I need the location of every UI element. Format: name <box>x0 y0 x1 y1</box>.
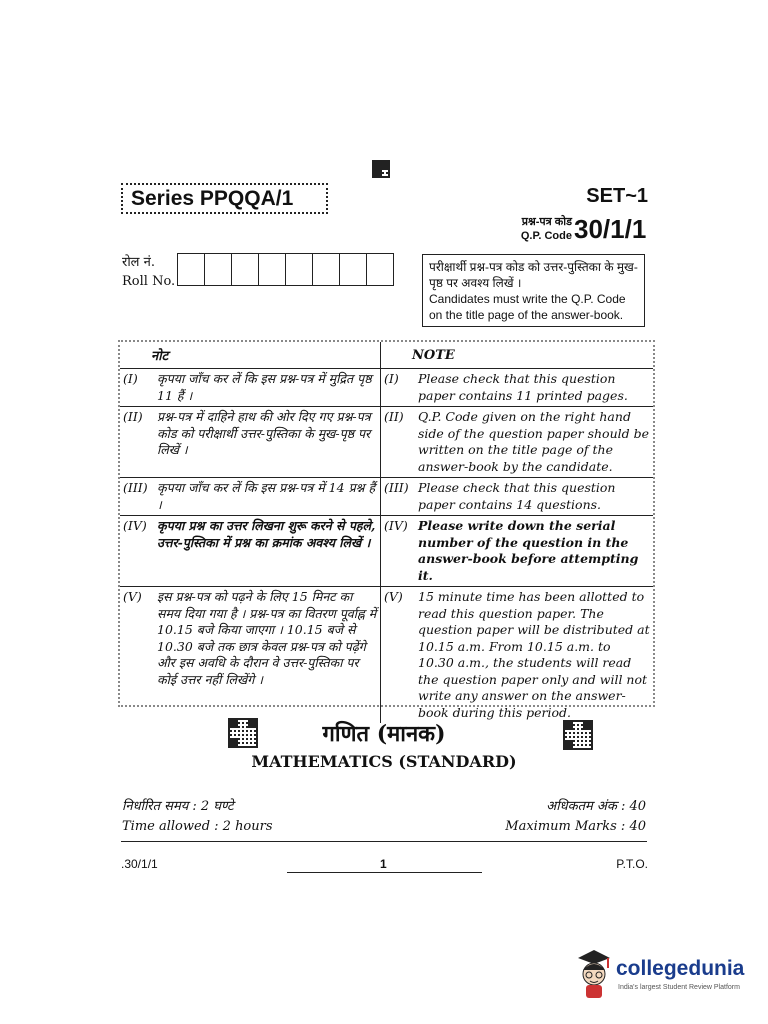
notes-heading-en-text: NOTE <box>412 347 455 363</box>
notes-heading-hi-text: नोट <box>151 349 169 364</box>
top-qr-code <box>372 160 390 178</box>
time-allowed-hi: निर्धारित समय : 2 घण्टे <box>122 799 234 814</box>
qp-code-label <box>500 215 572 243</box>
roll-box <box>231 253 259 286</box>
note-num-hi: (III) <box>120 478 154 516</box>
notes-panel <box>118 340 655 720</box>
max-marks-en: Maximum Marks : 40 <box>505 819 646 834</box>
roll-label-hi: रोल नं. <box>122 255 155 270</box>
notes-table <box>120 342 653 723</box>
series-label: Series PPQQA/1 <box>121 183 328 214</box>
note-num-hi: (IV) <box>120 516 154 587</box>
note-num-en: (IV) <box>381 516 416 587</box>
note-text-en: Please check that this question paper contains 14 questions. <box>415 478 653 516</box>
candidate-instruction-box <box>422 254 645 327</box>
page-number: 1 <box>380 857 387 871</box>
collegedunia-logo <box>572 944 762 1004</box>
note-text-en: 15 minute time has been allotted to read this question paper. The question paper will be distributed at 10.15 a.m. From 10.15 a.m. to 10.30 a.m., the students will read the question paper only and will not write any answer on the answer-book during this period. <box>418 589 650 720</box>
qp-code-label-hi: प्रश्न-पत्र कोड <box>521 216 572 228</box>
note-text-hi: इस प्रश्न-पत्र को पढ़ने के लिए 15 मिनट का समय दिया गया है । प्रश्न-पत्र का वितरण पूर्वाह्न में 10.15 बजे किया जाएगा । 10.15 बजे से 10.30 बजे तक छात्र केवल प्रश्न-पत्र को पढ़ेंगे और इस अवधि के दौरान वे उत्तर-पुस्तिका पर कोई उत्तर नहीं लिखेंगे । <box>154 587 381 724</box>
candidate-note-hi: परीक्षार्थी प्रश्न-पत्र कोड को उत्तर-पुस्तिका के मुख-पृष्ठ पर अवश्य लिखें । <box>429 260 638 290</box>
roll-box <box>258 253 286 286</box>
note-row <box>120 587 653 724</box>
note-num-en: (III) <box>381 478 416 516</box>
roll-box <box>204 253 232 286</box>
roll-number-boxes <box>178 253 394 286</box>
set-label: SET~1 <box>586 185 648 207</box>
note-row <box>120 407 653 478</box>
note-text-hi: कृपया जाँच कर लें कि इस प्रश्न-पत्र में मुद्रित पृष्ठ 11 हैं । <box>154 369 381 407</box>
qp-code-label-en: Q.P. Code <box>520 230 572 242</box>
roll-box <box>366 253 394 286</box>
logo-name: collegedunia <box>616 957 745 980</box>
candidate-note-en: Candidates must write the Q.P. Code on the title page of the answer-book. <box>429 292 626 322</box>
pto-label: P.T.O. <box>616 857 648 871</box>
note-row <box>120 478 653 516</box>
subject-title-en: MATHEMATICS (STANDARD) <box>251 752 517 771</box>
note-row <box>120 516 653 587</box>
note-num-hi: (II) <box>120 407 154 478</box>
note-text-hi: प्रश्न-पत्र में दाहिने हाथ की ओर दिए गए प्रश्न-पत्र कोड को परीक्षार्थी उत्तर-पुस्तिका के मुख-पृष्ठ पर लिखें । <box>154 407 381 478</box>
note-num-hi: (V) <box>123 589 142 604</box>
note-text-en: Please write down the serial number of the question in the answer-book before attempting it. <box>415 516 653 587</box>
note-row <box>120 369 653 407</box>
page-number-underline <box>287 872 482 873</box>
roll-label-en: Roll No. <box>122 274 176 289</box>
notes-header-row <box>120 342 653 369</box>
note-text-hi: कृपया जाँच कर लें कि इस प्रश्न-पत्र में 14 प्रश्न हैं । <box>154 478 381 516</box>
note-num-en: (I) <box>381 369 416 407</box>
roll-box <box>177 253 205 286</box>
qp-code: 30/1/1 <box>574 214 647 244</box>
note-num-en: (II) <box>381 407 416 478</box>
mascot-icon <box>572 944 616 1000</box>
subject-title-hi: गणित (मानक) <box>322 721 446 747</box>
note-num-en: (V) <box>384 589 403 604</box>
roll-box <box>312 253 340 286</box>
roll-box <box>285 253 313 286</box>
notes-heading-en <box>381 342 654 369</box>
max-marks-hi: अधिकतम अंक : 40 <box>546 799 646 814</box>
footer-code: .30/1/1 <box>121 857 158 871</box>
time-allowed-en: Time allowed : 2 hours <box>122 819 273 834</box>
roll-box <box>339 253 367 286</box>
roll-number-label <box>122 253 175 291</box>
note-text-en: Q.P. Code given on the right hand side of the question paper should be written on the title page of the answer-book by the candidate. <box>415 407 653 478</box>
note-text-en: Please check that this question paper contains 11 printed pages. <box>415 369 653 407</box>
divider <box>121 841 647 842</box>
notes-heading-hi <box>120 342 381 369</box>
logo-tagline: India's largest Student Review Platform <box>618 984 740 991</box>
note-text-hi: कृपया प्रश्न का उत्तर लिखना शुरू करने से पहले, उत्तर-पुस्तिका में प्रश्न का क्रमांक अवश्य लिखें । <box>154 516 381 587</box>
note-num-hi: (I) <box>120 369 154 407</box>
